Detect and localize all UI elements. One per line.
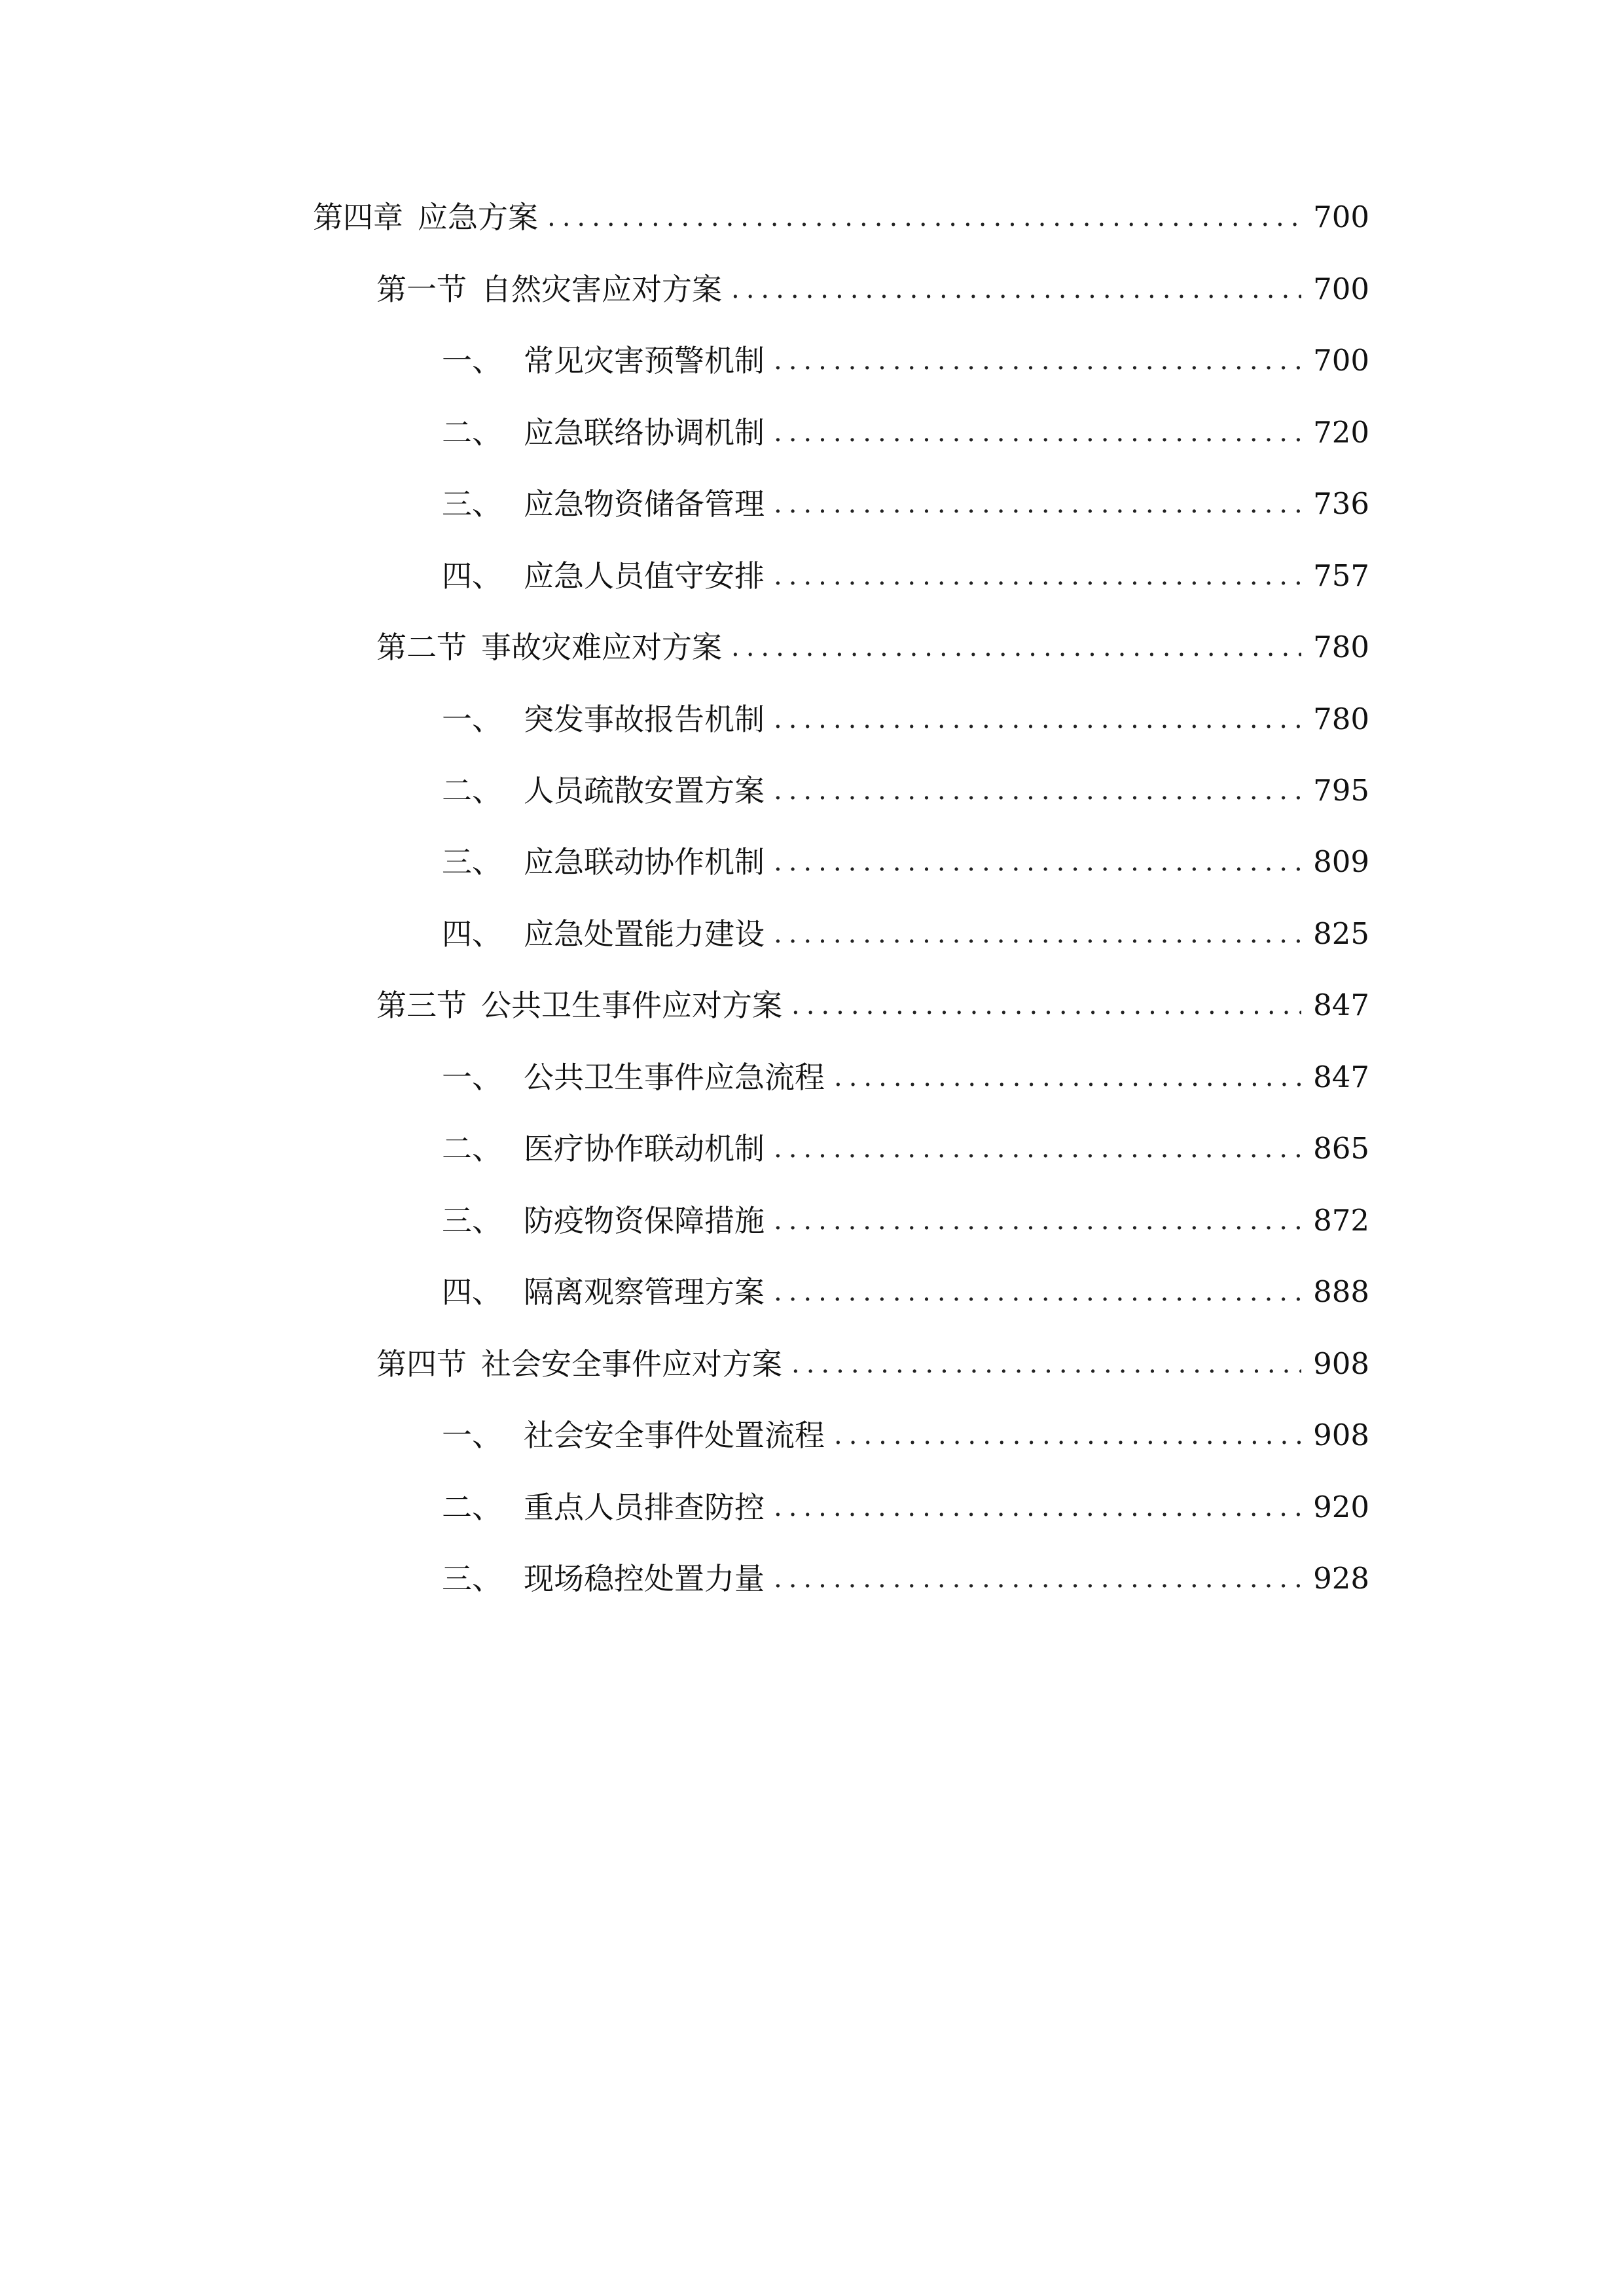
entry-number: 第四节 [376,1346,467,1382]
entry-number: 一、 [442,702,502,737]
toc-entry-subsection[interactable] [442,905,1369,963]
entry-number: 一、 [442,1060,502,1095]
dot-leader [774,403,1301,462]
toc-entry-subsection[interactable] [442,1406,1369,1465]
page-number: 872 [1313,1203,1369,1238]
page-number: 928 [1313,1561,1369,1596]
entry-number: 三、 [442,1203,502,1238]
dot-leader [731,260,1301,319]
toc-entry-subsection[interactable] [442,761,1369,820]
toc-entry-subsection[interactable] [442,1549,1369,1608]
toc-entry-subsection[interactable] [442,331,1369,390]
entry-title: 重点人员排查防控 [524,1490,765,1525]
entry-title: 公共卫生事件应对方案 [481,988,782,1023]
entry-number: 第二节 [376,630,467,665]
entry-number: 四、 [442,916,502,952]
entry-title: 社会安全事件应对方案 [481,1346,782,1382]
page-number: 908 [1313,1418,1369,1452]
page-number: 908 [1313,1346,1369,1381]
entry-title: 应急处置能力建设 [524,916,765,952]
entry-number: 一、 [442,343,502,378]
dot-leader [774,475,1301,533]
dot-leader [774,1549,1301,1608]
dot-leader [774,1119,1301,1178]
toc-entry-subsection[interactable] [442,1191,1369,1250]
toc-entry-section-2[interactable] [376,618,1369,677]
page-number: 700 [1313,272,1369,306]
entry-number: 三、 [442,844,502,880]
toc-entry-subsection[interactable] [442,833,1369,891]
toc-entry-subsection[interactable] [442,475,1369,533]
page-number: 825 [1313,916,1369,951]
toc-entry-subsection[interactable] [442,1048,1369,1107]
page-number: 700 [1313,200,1369,234]
entry-title: 人员疏散安置方案 [524,773,765,808]
dot-leader [834,1048,1301,1107]
toc-entry-section-1[interactable] [376,260,1369,319]
entry-number: 第一节 [376,272,467,307]
entry-title: 事故灾难应对方案 [481,630,722,665]
dot-leader [774,1478,1301,1537]
page-number: 847 [1313,988,1369,1022]
dot-leader [774,833,1301,891]
dot-leader [834,1406,1301,1465]
toc-entry-subsection[interactable] [442,1263,1369,1321]
entry-title: 医疗协作联动机制 [524,1131,765,1166]
dot-leader [774,331,1301,390]
entry-title: 自然灾害应对方案 [481,272,722,307]
entry-number: 二、 [442,1131,502,1166]
page-number: 700 [1313,343,1369,378]
dot-leader [774,1263,1301,1321]
page-number: 780 [1313,630,1369,664]
dot-leader [774,905,1301,963]
toc-entry-section-4[interactable] [376,1335,1369,1393]
entry-title: 突发事故报告机制 [524,702,765,737]
entry-title: 应急方案 [418,200,538,235]
entry-title: 应急联动协作机制 [524,844,765,880]
page-number: 809 [1313,844,1369,879]
dot-leader [547,188,1301,247]
entry-number: 二、 [442,415,502,450]
dot-leader [774,690,1301,749]
entry-title: 应急人员值守安排 [524,558,765,594]
page-number: 920 [1313,1490,1369,1524]
page-number: 736 [1313,486,1369,521]
entry-title: 应急物资储备管理 [524,486,765,522]
entry-title: 应急联络协调机制 [524,415,765,450]
entry-number: 四、 [442,1274,502,1310]
dot-leader [791,976,1301,1035]
dot-leader [774,1191,1301,1250]
page-number: 780 [1313,702,1369,736]
dot-leader [774,547,1301,605]
toc-entry-subsection[interactable] [442,1119,1369,1178]
entry-title: 常见灾害预警机制 [524,343,765,378]
page-number: 720 [1313,415,1369,450]
entry-number: 二、 [442,773,502,808]
entry-number: 二、 [442,1490,502,1525]
entry-title: 社会安全事件处置流程 [524,1418,825,1453]
entry-number: 一、 [442,1418,502,1453]
page-number: 757 [1313,558,1369,593]
toc-entry-section-3[interactable] [376,976,1369,1035]
entry-number: 四、 [442,558,502,594]
toc-entry-subsection[interactable] [442,1478,1369,1537]
dot-leader [791,1335,1301,1393]
entry-title: 现场稳控处置力量 [524,1561,765,1596]
toc-entry-chapter-4[interactable] [313,188,1369,247]
entry-number: 三、 [442,1561,502,1596]
page-number: 865 [1313,1131,1369,1166]
entry-number: 第四章 [313,200,403,235]
page-number: 795 [1313,773,1369,808]
entry-title: 公共卫生事件应急流程 [524,1060,825,1095]
entry-number: 第三节 [376,988,467,1023]
toc-entry-subsection[interactable] [442,403,1369,462]
toc-entry-subsection[interactable] [442,547,1369,605]
dot-leader [774,761,1301,820]
entry-title: 隔离观察管理方案 [524,1274,765,1310]
toc-entry-subsection[interactable] [442,690,1369,749]
page-number: 888 [1313,1274,1369,1309]
dot-leader [731,618,1301,677]
entry-title: 防疫物资保障措施 [524,1203,765,1238]
entry-number: 三、 [442,486,502,522]
page-number: 847 [1313,1060,1369,1094]
